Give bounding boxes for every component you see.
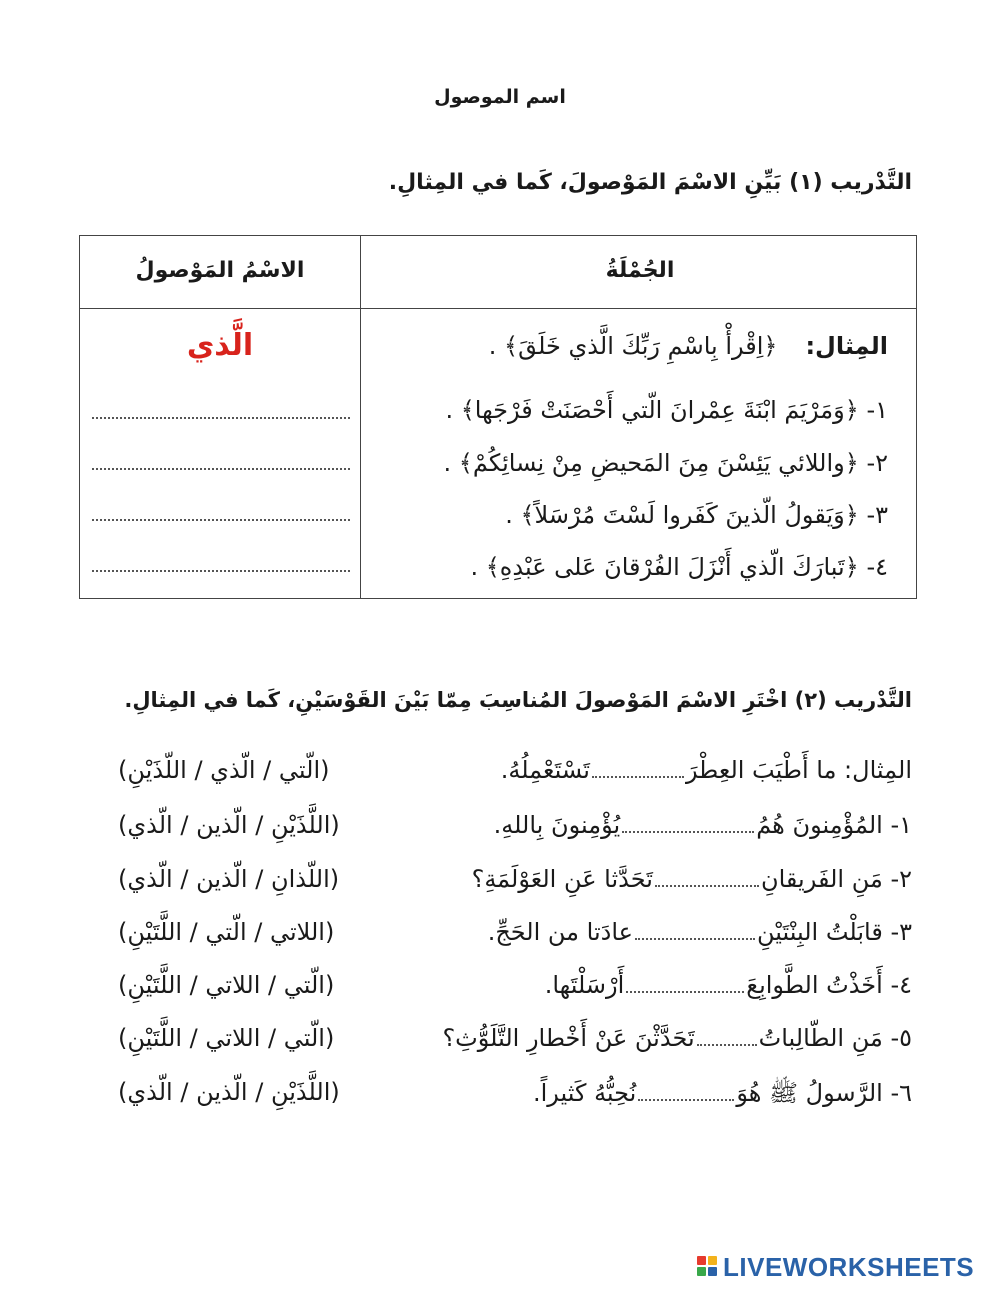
row-prompt: ١- المُؤْمِنونَ هُمُ bbox=[756, 811, 912, 839]
answer-blank[interactable] bbox=[626, 991, 744, 993]
row-continuation: يُؤْمِنونَ بِاللهِ. bbox=[493, 811, 621, 839]
options-row-6: (اللَّذَيْنِ / الّذين / الّذي) bbox=[118, 1078, 340, 1106]
options-row-5: (الّتي / اللاتي / اللَّتَيْنِ) bbox=[118, 1024, 335, 1052]
row-continuation: عادَتا من الحَجِّ. bbox=[487, 918, 633, 946]
options-row-1: (اللَّذَيْنِ / الّذين / الّذي) bbox=[118, 811, 340, 839]
exercise2-row-example bbox=[501, 756, 912, 784]
answer-blank[interactable] bbox=[655, 885, 759, 887]
sentence-num: ٢- bbox=[866, 449, 888, 477]
answer-column-header: الاسْمُ المَوْصولُ bbox=[135, 258, 305, 283]
example-label: المِثال: bbox=[805, 332, 888, 360]
example-answer: الَّذي bbox=[186, 328, 254, 363]
liveworksheets-watermark bbox=[697, 1251, 974, 1283]
row-prompt: ٣- قابَلْتُ البِنْتَيْنِ bbox=[756, 918, 912, 946]
exercise2-row-3 bbox=[488, 918, 912, 946]
options-row-3: (اللاتي / الّتي / اللَّتَيْنِ) bbox=[118, 918, 335, 946]
row-prompt: المِثال: ما أَطْيَبَ العِطْرَ bbox=[685, 756, 912, 784]
exercise2-row-1 bbox=[494, 811, 912, 839]
sentence-row-2 bbox=[444, 449, 888, 477]
exercise2-row-6 bbox=[533, 1078, 912, 1113]
row-continuation: تَحَدَّثا عَنِ العَوْلَمَةِ؟ bbox=[471, 865, 653, 893]
table-header-divider bbox=[80, 308, 916, 309]
exercise2-row-4 bbox=[545, 971, 912, 999]
answer-blank[interactable] bbox=[592, 776, 684, 778]
sentence-num: ١- bbox=[866, 396, 888, 424]
sentence-text: ﴿تَبارَكَ الّذي أَنْزَلَ الفُرْقانَ عَلى عَبْدِهِ﴾ . bbox=[470, 553, 859, 581]
row-continuation: أَرْسَلْتَها. bbox=[544, 971, 625, 999]
options-example: (الّتي / الّذي / اللّذَيْنِ) bbox=[118, 756, 330, 784]
row-continuation: تَحَدَّثْنَ عَنْ أَخْطارِ التَّلَوُّثِ؟ bbox=[442, 1024, 695, 1052]
sentence-row-3 bbox=[505, 501, 888, 529]
sentence-row-4 bbox=[470, 553, 888, 581]
answer-blank[interactable] bbox=[635, 938, 755, 940]
row-prompt: ٥- مَنِ الطّالِباتُ bbox=[758, 1024, 912, 1052]
liveworksheets-logo-icon bbox=[697, 1256, 719, 1278]
exercise2-heading: التَّدْريب (٢) اخْتَرِ الاسْمَ المَوْصولَ المُناسِبَ مِمّا بَيْنَ القَوْسَيْنِ، كَما في المِثالِ. bbox=[124, 688, 912, 712]
answer-blank[interactable] bbox=[622, 831, 754, 833]
exercise1-table bbox=[79, 235, 917, 599]
exercise1-heading: التَّدْريب (١) بَيِّنِ الاسْمَ المَوْصولَ، كَما في المِثالِ. bbox=[388, 170, 912, 195]
row-prompt: ٦- الرَّسولُ ﷺ هُوَ bbox=[736, 1079, 912, 1107]
answer-blank[interactable] bbox=[697, 1044, 757, 1046]
answer-blank[interactable] bbox=[638, 1099, 734, 1101]
answer-blank-4[interactable] bbox=[92, 570, 350, 572]
answer-blank-1[interactable] bbox=[92, 417, 350, 419]
sentence-row-1 bbox=[445, 396, 888, 424]
row-prompt: ٢- مَنِ الفَريقانِ bbox=[760, 865, 912, 893]
table-column-divider bbox=[360, 236, 361, 598]
sentence-text: ﴿واللائي يَئِسْنَ مِنَ المَحيضِ مِنْ نِسائِكُمْ﴾ . bbox=[443, 449, 859, 477]
row-continuation: تَسْتَعْمِلُهُ. bbox=[500, 756, 590, 784]
sentence-num: ٤- bbox=[866, 553, 888, 581]
answer-blank-2[interactable] bbox=[92, 468, 350, 470]
sentence-column-header: الجُمْلَةُ bbox=[605, 258, 675, 283]
row-continuation: نُحِبُّهُ كَثيراً. bbox=[532, 1079, 637, 1107]
options-row-2: (اللّذانِ / الّذين / الّذي) bbox=[118, 865, 340, 893]
options-row-4: (الّتي / اللاتي / اللَّتَيْنِ) bbox=[118, 971, 335, 999]
exercise2-row-5 bbox=[442, 1024, 912, 1052]
sentence-num: ٣- bbox=[866, 501, 888, 529]
row-prompt: ٤- أَخَذْتُ الطَّوابِعَ bbox=[746, 971, 912, 999]
sentence-text: ﴿وَيَقولُ الّذينَ كَفَروا لَسْتَ مُرْسَلاً﴾ . bbox=[505, 501, 859, 529]
example-sentence: ﴿اِقْرأْ بِاسْمِ رَبِّكَ الَّذي خَلَقَ﴾ . bbox=[488, 332, 778, 360]
example-sentence-row bbox=[489, 332, 888, 360]
sentence-text: ﴿وَمَرْيَمَ ابْنَةَ عِمْرانَ الّتي أَحْصَنَتْ فَرْجَها﴾ . bbox=[445, 396, 859, 424]
exercise2-row-2 bbox=[472, 865, 912, 893]
watermark-text: LIVEWORKSHEETS bbox=[723, 1251, 975, 1282]
page-title: اسم الموصول bbox=[434, 86, 566, 108]
answer-blank-3[interactable] bbox=[92, 519, 350, 521]
